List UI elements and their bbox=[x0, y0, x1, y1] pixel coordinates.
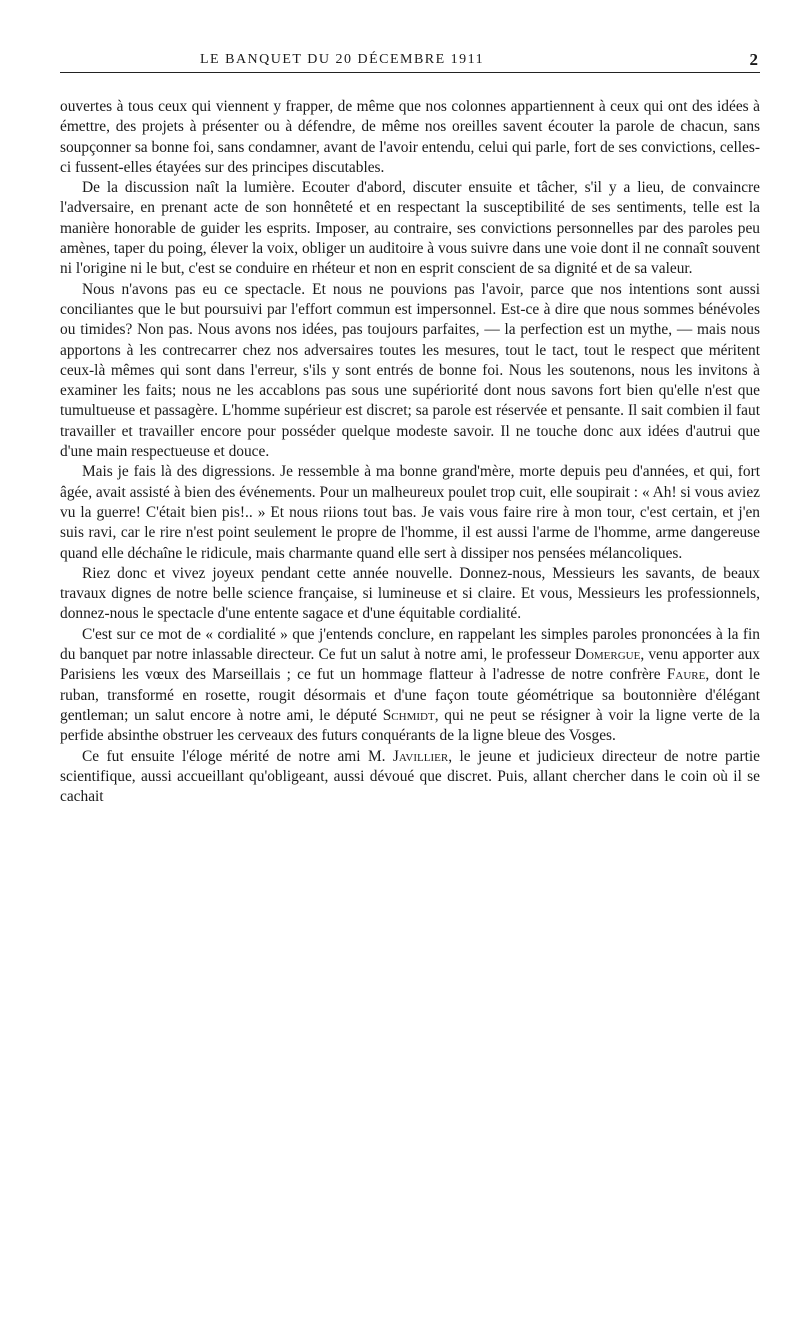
paragraph-7-text-b: , le jeune et judicieux directeur de notre partie scientifique, aussi accueillant qu'obligeant, aussi dévoué que discret. Puis, allant chercher dans le coin où il se cachait bbox=[60, 747, 760, 806]
person-name: Domergue bbox=[574, 646, 641, 664]
article-body bbox=[60, 97, 760, 807]
paragraph-3: Nous n'avons pas eu ce spectacle. Et nous ne pouvions pas l'avoir, parce que nos intentions sont aussi conciliantes que le but poursuivi par l'effort commun est impersonnel. Est-ce à dire que nous sommes bénévoles ou timides? Non pas. Nous avons nos idées, pas toujours parfaites, — la perfection est un mythe, — mais nous apportons à les contrecarrer chez nos adversaires toutes les mesures, tout le tact, tout le respect que méritent ceux-là mêmes qui sont dans l'erreur, s'ils y sont entrés de bonne foi. Nous les soutenons, nous les invitons à examiner les faits; nous ne les accablons pas sous une supériorité dont nous savons fort bien qu'elle n'est que tumultueuse et passagère. L'homme supérieur est discret; sa parole est réservée et pensante. Il sait combien il faut travailler et travailler encore pour posséder quelque modeste savoir. Il ne touche donc aux idées d'autrui que d'une main respectueuse et douce. bbox=[60, 280, 760, 461]
paragraph-6-text-d: , qui ne peut se résigner à voir la ligne verte de la perfide absinthe obstruer les cerveaux des futurs conquérants de la ligne bleue des Vosges. bbox=[60, 706, 760, 745]
paragraph-7-text-a: Ce fut ensuite l'éloge mérité de notre ami M. bbox=[82, 747, 393, 765]
document-page bbox=[60, 52, 760, 807]
paragraph-6-text-b: , venu apporter aux Parisiens les vœux des Marseillais ; ce fut un hommage flatteur à l'adresse de notre confrère bbox=[60, 646, 760, 684]
person-name: Schmidt bbox=[382, 706, 435, 724]
header-title: LE BANQUET DU 20 DÉCEMBRE 1911 bbox=[200, 52, 485, 67]
person-name: Faure bbox=[666, 666, 706, 684]
person-name: Javillier bbox=[392, 747, 449, 765]
paragraph-4: Mais je fais là des digressions. Je ressemble à ma bonne grand'mère, morte depuis peu d'années, et qui, fort âgée, avait assisté à bien des événements. Pour un malheureux poulet trop cuit, elle soupirait : « Ah! si vous aviez vu la guerre! C'était bien pis!.. » Et nous riions tout bas. Je vais vous faire rire à mon tour, c'est certain, et j'en suis ravi, car le rire n'est point seulement le propre de l'homme, il est aussi l'arme de l'homme, arme dangereuse quand elle déchaîne le ridicule, mais charmante quand elle sert à dissiper nos pensées mélancoliques. bbox=[60, 463, 760, 562]
paragraph-6 bbox=[60, 625, 760, 747]
paragraph-6-text-c: , dont le ruban, transformé en rosette, rougit désormais et d'une façon toute géométrique sa boutonnière d'élégant gentleman; un salut encore à notre ami, le député bbox=[60, 666, 761, 724]
paragraph-5: Riez donc et vivez joyeux pendant cette année nouvelle. Donnez-nous, Messieurs les savants, de beaux travaux dignes de notre belle science française, si lumineuse et si claire. Et vous, Messieurs les professionnels, donnez-nous le spectacle d'une entente sagace et d'une équitable cordialité. bbox=[60, 564, 760, 623]
paragraph-6-text-a: C'est sur ce mot de « cordialité » que j'entends conclure, en rappelant les simples paroles prononcées à la fin du banquet par notre inlassable directeur. Ce fut un salut à notre ami, le professeur bbox=[60, 625, 760, 664]
page-number: 2 bbox=[749, 50, 758, 69]
running-header bbox=[60, 52, 760, 73]
paragraph-1: ouvertes à tous ceux qui viennent y frapper, de même que nos colonnes appartiennent à ceux qui ont des idées à émettre, des projets à présenter ou à défendre, de même nos oreilles savent écouter la parole de chacun, sans soupçonner sa bonne foi, sans condamner, avant de l'avoir entendu, celui qui parle, fort de ses convictions, celles-ci fussent-elles étayées sur des principes discutables. bbox=[60, 98, 760, 176]
paragraph-7 bbox=[60, 747, 760, 808]
paragraph-2: De la discussion naît la lumière. Ecouter d'abord, discuter ensuite et tâcher, s'il y a lieu, de convaincre l'adversaire, en prenant acte de son honnêteté et en respectant la susceptibilité de ses sentiments, telle est la manière honorable de guider les esprits. Imposer, au contraire, ses convictions personnelles par des paroles peu amènes, taper du poing, élever la voix, obliger un auditoire à vous suivre dans une voie dont il ne connaît souvent ni l'origine ni le but, c'est se conduire en rhéteur et non en esprit conscient de sa dignité et de sa valeur. bbox=[60, 179, 760, 278]
